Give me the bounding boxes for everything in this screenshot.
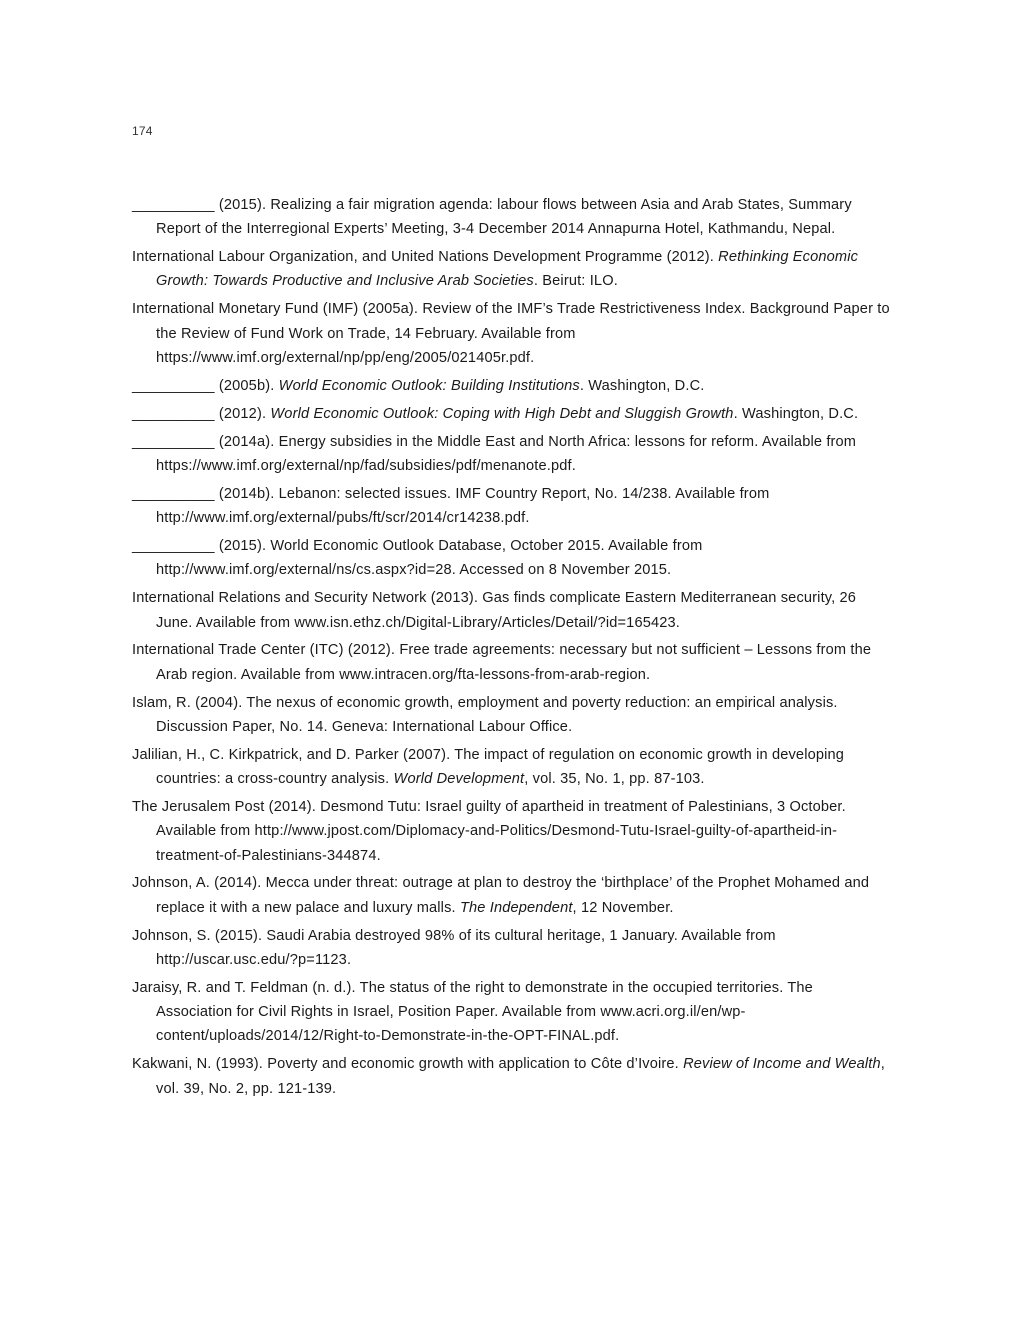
reference-entry <box>132 193 892 242</box>
reference-entry <box>132 924 892 973</box>
reference-entry <box>132 297 892 370</box>
reference-text: Kakwani, N. (1993). Poverty and economic growth with application to Côte d’Ivoire. <box>132 1056 684 1073</box>
reference-text: International Monetary Fund (IMF) (2005a). Review of the IMF’s Trade Restrictiveness Index. Background Paper to the Review of Fund Work on Trade, 14 February. Available from https://www.imf.org/external/np/pp/eng/2005/021405r.pdf. <box>132 301 890 366</box>
reference-title-italic: The Independent <box>459 899 573 916</box>
reference-text: , vol. 35, No. 1, pp. 87-103. <box>524 771 705 788</box>
reference-entry <box>132 691 892 740</box>
reference-text: __________ (2014b). Lebanon: selected issues. IMF Country Report, No. 14/238. Available from http://www.imf.org/external/pubs/ft/scr/2014/cr14238.pdf. <box>132 485 770 527</box>
reference-text: Islam, R. (2004). The nexus of economic growth, employment and poverty reduction: an empirical analysis. Discussion Paper, No. 14. Geneva: International Labour Office. <box>132 694 838 735</box>
reference-text: . Beirut: ILO. <box>533 273 618 290</box>
reference-entry <box>132 374 892 398</box>
reference-text: International Labour Organization, and United Nations Development Programme (2012). <box>132 249 719 266</box>
reference-text: __________ (2012). <box>132 405 271 422</box>
reference-text: The Jerusalem Post (2014). Desmond Tutu: Israel guilty of apartheid in treatment of Palestinians, 3 October. Available from http://www.jpost.com/Diplomacy-and-Politics/Desmond-Tutu-Israel-guilty-of-apartheid-in-treatment-of-Palestinians-344874. <box>132 798 846 864</box>
reference-entry <box>132 795 892 868</box>
reference-text: __________ (2005b). <box>132 377 279 394</box>
reference-list <box>132 193 892 1104</box>
reference-entry <box>132 743 892 792</box>
reference-title-italic: World Economic Outlook: Coping with High Debt and Sluggish Growth <box>270 405 734 422</box>
reference-text: __________ (2015). Realizing a fair migration agenda: labour flows between Asia and Arab States, Summary Report of the Interregional Experts’ Meeting, 3-4 December 2014 Annapurna Hotel, Kathmandu, Nepal. <box>132 197 852 238</box>
reference-text: , vol. 39, No. 2, pp. 121-139. <box>156 1056 885 1097</box>
reference-text: International Trade Center (ITC) (2012). Free trade agreements: necessary but not sufficient – Lessons from the Arab region. Available from www.intracen.org/fta-lessons-from-arab-region. <box>132 642 872 683</box>
reference-text: International Relations and Security Network (2013). Gas finds complicate Eastern Mediterranean security, 26 June. Available from www.isn.ethz.ch/Digital-Library/Articles/Detail/?id=165423. <box>132 590 857 631</box>
reference-entry <box>132 430 892 479</box>
reference-text: , 12 November. <box>572 899 674 916</box>
reference-text: Johnson, A. (2014). Mecca under threat: outrage at plan to destroy the ‘birthplace’ of the Prophet Mohamed and replace it with a new palace and luxury malls. <box>132 875 870 916</box>
reference-entry <box>132 1052 892 1101</box>
reference-text: Jaraisy, R. and T. Feldman (n. d.). The status of the right to demonstrate in the occupied territories. The Association for Civil Rights in Israel, Position Paper. Available from www.acri.org.il/en/wp-content/uploads/2014/12/Right-to-Demonstrate-in-the-OPT-FINAL.pdf. <box>132 979 813 1045</box>
reference-text: __________ (2015). World Economic Outlook Database, October 2015. Available from http://www.imf.org/external/ns/cs.aspx?id=28. Accessed on 8 November 2015. <box>132 538 703 579</box>
reference-text: . Washington, D.C. <box>579 377 705 394</box>
reference-entry <box>132 534 892 583</box>
reference-entry <box>132 482 892 531</box>
reference-entry <box>132 976 892 1049</box>
page-number: 174 <box>132 124 153 138</box>
reference-entry <box>132 586 892 635</box>
reference-entry <box>132 402 892 426</box>
reference-title-italic: World Economic Outlook: Building Institutions <box>278 377 580 394</box>
reference-title-italic: Rethinking Economic Growth: Towards Productive and Inclusive Arab Societies <box>156 249 859 290</box>
reference-entry <box>132 871 892 920</box>
reference-text: Jalilian, H., C. Kirkpatrick, and D. Parker (2007). The impact of regulation on economic growth in developing countries: a cross-country analysis. <box>132 746 845 788</box>
reference-entry <box>132 245 892 294</box>
reference-text: . Washington, D.C. <box>733 405 859 422</box>
reference-text: __________ (2014a). Energy subsidies in the Middle East and North Africa: lessons for reform. Available from https://www.imf.org/external/np/fad/subsidies/pdf/menanote.pdf. <box>132 433 857 474</box>
reference-text: Johnson, S. (2015). Saudi Arabia destroyed 98% of its cultural heritage, 1 January. Available from http://uscar.usc.edu/?p=1123. <box>132 927 776 968</box>
reference-title-italic: World Development <box>393 771 525 788</box>
reference-title-italic: Review of Income and Wealth <box>683 1056 881 1073</box>
reference-entry <box>132 638 892 687</box>
